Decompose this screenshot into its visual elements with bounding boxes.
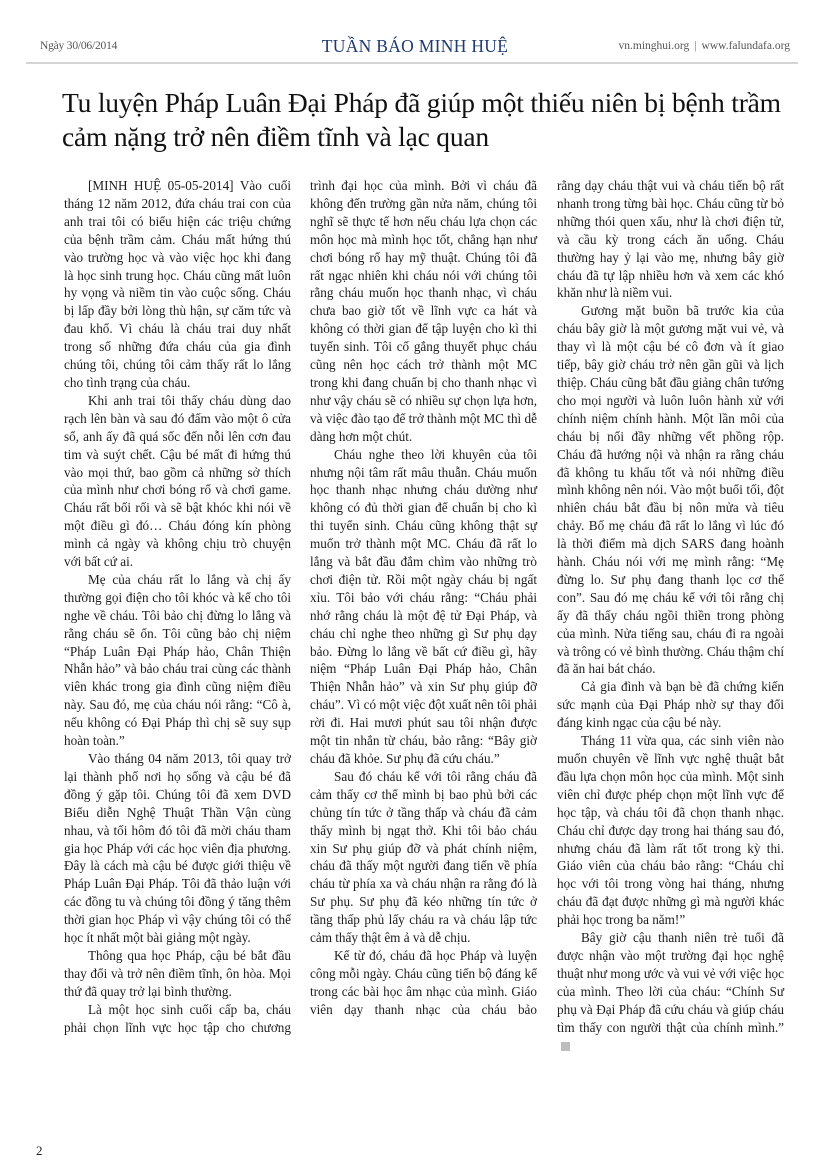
paragraph: Cả gia đình và bạn bè đã chứng kiến sức mạnh của Đại Pháp nhờ sự thay đổi đáng kinh ngạc của cậu bé này.: [557, 679, 784, 731]
header-divider: [26, 62, 798, 64]
paragraph-text: Bây giờ cậu thanh niên trẻ tuổi đã được nhận vào một trường đại học nghệ thuật như mong ước và vui vẻ với việc học của mình. Theo lời của cháu: “Chính Sư phụ và Đại Pháp đã cứu cháu và giúp cháu tìm thấy con người thật của chính mình.”: [557, 930, 784, 1035]
page-number: 2: [36, 1143, 43, 1158]
paragraph: rằng dạy cháu thật vui và cháu tiến bộ rất nhanh trong từng bài học. Cháu cũng từ bỏ những thói quen xấu, như là chơi điện tử, và cầu kỳ trong cách ăn uống. Cháu thường hay ỷ lại vào mẹ, nhưng bây giờ cháu đã tự lập nhiều hơn và xem các khó khăn như là niềm vui.: [557, 178, 784, 301]
minghui-link[interactable]: vn.minghui.org: [618, 40, 690, 52]
paragraph: [MINH HUỆ 05-05-2014] Vào cuối tháng 12 năm 2012, đứa cháu trai con của anh trai tôi có biểu hiện các triệu chứng của bệnh trầm cảm. Cháu mất hứng thú vào trường học và vào việc học khi đang là học sinh trung học. Cháu cũng mất luôn hy vọng và niềm tin vào cuộc sống. Cháu bị lấp đầy bởi lòng thù hận, sự căm tức và đau khổ. Vì cháu là cháu trai duy nhất trong số những đứa cháu của gia đình chúng tôi, chúng tôi cảm thấy rất lo lắng cho tình trạng của cháu.: [64, 178, 291, 390]
paragraph: Tháng 11 vừa qua, các sinh viên nào muốn chuyên về lĩnh vực nghệ thuật bắt đầu lựa chọn môn học của mình. Một sinh viên chỉ được phép chọn một lĩnh vực để học tập, và cháu tôi đã chọn thanh nhạc. Cháu chỉ được dạy trong hai tháng sau đó, nhưng cháu đã làm rất tốt trong kỳ thi. Giáo viên của cháu bảo rằng: “Cháu chỉ học với tôi trong vòng hai tháng, nhưng cháu đã đạt được những gì mà người khác phải học trong ba năm!”: [557, 733, 784, 928]
paragraph: Mẹ của cháu rất lo lắng và chị ấy thường gọi điện cho tôi khóc và kể cho tôi nghe về cháu. Tôi bảo chị đừng lo lắng và rằng cháu sẽ ổn. Tôi cũng bảo chị niệm “Pháp Luân Đại Pháp hảo, Chân Thiện Nhẫn hảo” và bảo cháu trai cùng các thành viên khác trong gia đình cũng niệm điều này. Sau đó, mẹ của cháu nói rằng: “Cô à, nếu không có Đại Pháp thì chị sẽ suy sụp hoàn toàn.”: [64, 571, 291, 749]
paragraph: Là một học sinh cuối cấp ba, cháu phải chọn lĩnh vực học tập cho chương: [64, 1001, 291, 1035]
article-title: Tu luyện Pháp Luân Đại Pháp đã giúp một thiếu niên bị bệnh trầm cảm nặng trở nên điềm tĩnh và lạc quan: [62, 87, 781, 152]
article-column-2: [310, 177, 537, 1019]
paragraph: Sau đó cháu kể với tôi rằng cháu đã cảm thấy cơ thể mình bị bao phủ bởi các chủng tín tức ở tầng thấp và cháu đã cảm thấy mình bị ngạt thở. Khi tôi bảo cháu xin Sư phụ giúp đỡ và phát chính niệm, cháu đã thấy một người đang tiến về phía cháu từ phía xa và cháu nhận ra rằng đó là Sư phụ. Sư phụ đã kéo những tín tức ở tầng thấp phủ lấy cháu ra và cháu lập tức cảm thấy thật êm ả và dễ chịu.: [310, 768, 537, 946]
article-column-3: [557, 177, 784, 1054]
header-links: [619, 40, 791, 52]
paragraph: Vào tháng 04 năm 2013, tôi quay trở lại thành phố nơi họ sống và cậu bé đã đồng ý gặp tôi. Chúng tôi đã xem DVD Biểu diễn Nghệ Thuật Thần Vận cùng nhau, và tối hôm đó tôi đã mời cháu tham gia học Pháp với các học viên địa phương. Đây là cách mà cậu bé được giới thiệu về Pháp Luân Đại Pháp. Tôi đã thảo luận với các đồng tu và chúng tôi đồng ý tăng thêm thời gian học Pháp vì vậy chúng tôi có thể học ít nhất một bài giảng một ngày.: [64, 751, 291, 946]
paragraph: Khi anh trai tôi thấy cháu dùng dao rạch lên bàn và sau đó đấm vào một ô cửa sổ, anh ấy đã quá sốc đến nỗi lên cơn đau tim và suýt chết. Cậu bé mất đi hứng thú vào mọi thứ, bao gồm cả những sở thích của mình như chơi bóng rổ và chơi game. Cháu rất bối rối và sẽ bật khóc khi nói về một điều gì đó… Cháu đóng kín phòng mình cả ngày và không chịu trò chuyện với bất cứ ai.: [64, 392, 291, 570]
publication-name: TUẦN BÁO MINH HUỆ: [321, 36, 509, 56]
paragraph: trình đại học của mình. Bởi vì cháu đã không đến trường gần nửa năm, chúng tôi nghĩ sẽ thực tế hơn nếu cháu lựa chọn các môn học mà mình học tốt, chẳng hạn như chơi bóng rổ hay mỹ thuật. Chúng tôi đã rất ngạc nhiên khi cháu nói với chúng tôi rằng cháu muốn học thanh nhạc, vì cháu chưa bao giờ tốt về lĩnh vực ca hát và không có thời gian để tập luyện cho kì thi tuyển sinh. Tôi cố gắng thuyết phục cháu cũng nên học cách trở thành một MC trong khi đang chuẩn bị cho thanh nhạc vì như vậy cháu sẽ có nhiều sự chọn lựa hơn, và việc đào tạo để trở thành một MC thì dễ dàng hơn một chút.: [310, 178, 537, 444]
article-column-1: [64, 177, 291, 1037]
end-of-article-icon: [561, 1042, 570, 1051]
paragraph: Cháu nghe theo lời khuyên của tôi nhưng nội tâm rất mâu thuẫn. Cháu muốn học thanh nhạc nhưng cháu dường như không có đủ thời gian để chuẩn bị cho kì thi tuyển sinh. Cháu cũng không thật sự muốn trở thành một MC. Cháu đã rất lo lắng và bắt đầu đắm chìm vào những trò chơi điện tử. Rồi một ngày cháu bị ngất xỉu. Tôi bảo với cháu rằng: “Cháu phải nhớ rằng cháu là một đệ tử Đại Pháp, và cháu chỉ nghe theo những gì Sư phụ dạy bảo. Đừng lo lắng về bất cứ điều gì, hãy niệm “Pháp Luân Đại Pháp hảo, Chân Thiện Nhẫn hảo” và xin Sư phụ giúp đỡ cháu”. Vì có một việc đột xuất nên tôi phải rời đi. Hai mươi phút sau tôi nhận được một tin nhắn từ cháu, bảo rằng: “Bây giờ cháu đã khỏe. Sư phụ đã cứu cháu.”: [310, 446, 537, 766]
paragraph: Kể từ đó, cháu đã học Pháp và luyện công mỗi ngày. Cháu cũng tiến bộ đáng kể trong các bài học âm nhạc của mình. Giáo viên dạy thanh nhạc của cháu bảo: [310, 947, 537, 1017]
paragraph-final: [557, 929, 784, 1054]
paragraph: Gương mặt buồn bã trước kia của cháu bây giờ là một gương mặt vui vẻ, và thay vì là một cậu bé cô đơn và ít giao tiếp, bây giờ cháu trở nên gần gũi và lịch thiệp. Cháu cũng bắt đầu giảng chân tướng cho mọi người và luôn luôn hành xử với chính niệm chính hành. Một lần môi của cháu bị nổi đầy những vết phồng rộp. Cháu đã hướng nội và nhận ra rằng cháu đã không tu khẩu tốt và nói những điều mình không nên nói. Vào một buổi tối, đột nhiên cháu bắt đầu bị nôn mửa và tiêu chảy. Bố mẹ cháu đã rất lo lắng vì lúc đó là thời điểm mà dịch SARS đang hoành hành. Cháu nói với mẹ mình rằng: “Mẹ đừng lo. Sư phụ đang thanh lọc cơ thể con”. Sau đó mẹ cháu kể với tôi rằng chị ấy đã thấy cháu ngồi thiền trong phòng của mình. Nửa tiếng sau, cháu đi ra ngoài và trông có vẻ bình thường. Cháu thậm chí đã ăn hai bát cháo.: [557, 303, 784, 677]
issue-date: Ngày 30/06/2014: [40, 40, 118, 52]
page-header: [40, 36, 790, 64]
link-separator: |: [694, 40, 697, 52]
paragraph: Thông qua học Pháp, cậu bé bắt đầu thay đổi và trở nên điềm tĩnh, ôn hòa. Mọi thứ đã quay trở lại bình thường.: [64, 947, 291, 999]
falundafa-link[interactable]: www.falundafa.org: [701, 40, 790, 52]
